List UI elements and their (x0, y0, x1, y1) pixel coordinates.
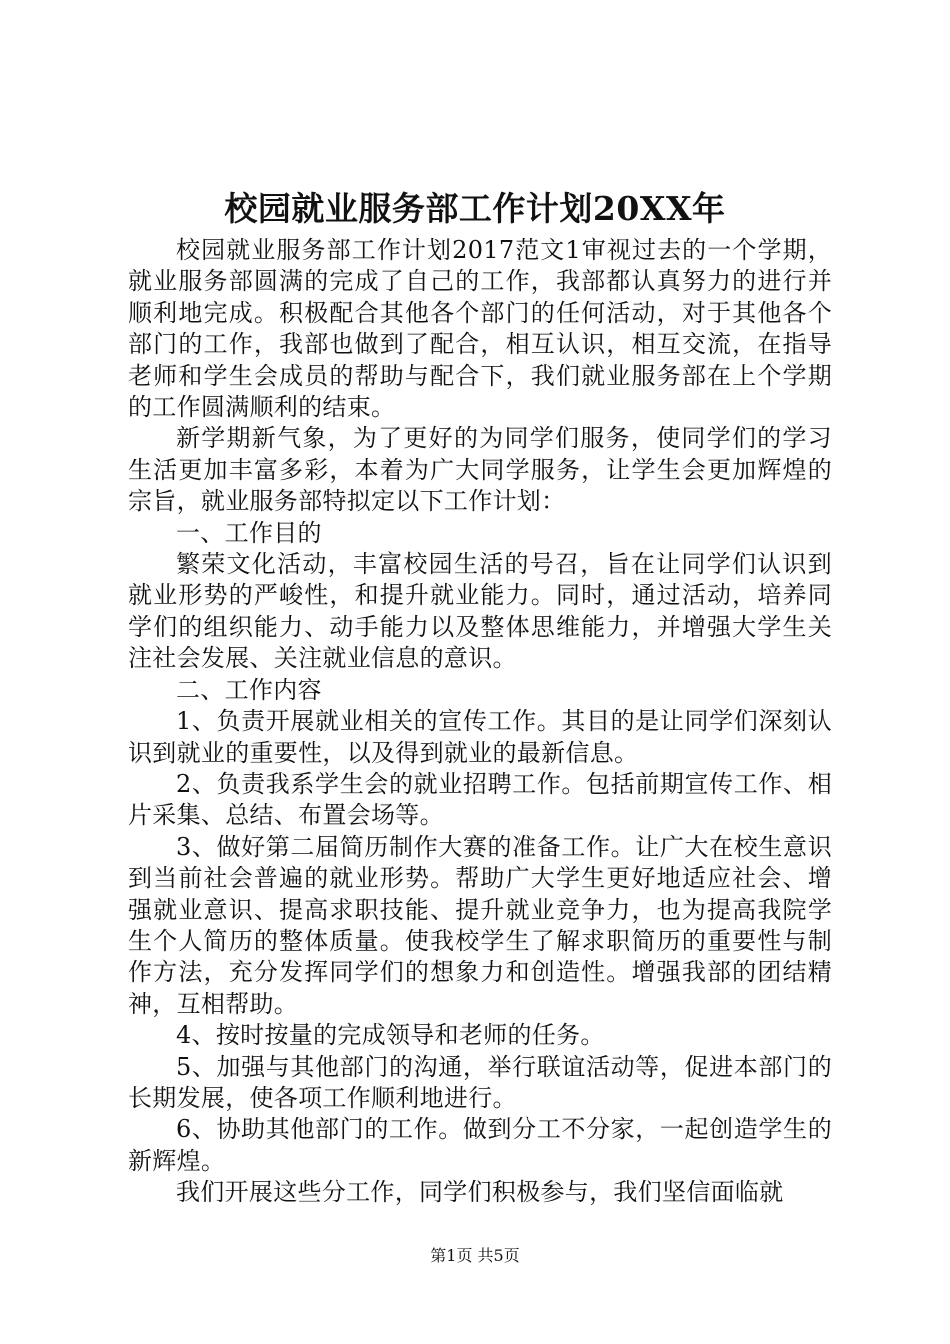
heading-work-purpose: 一、工作目的 (176, 518, 322, 547)
list-item-6: 6、协助其他部门的工作。做到分工不分家，一起创造学生的新辉煌。 (128, 1115, 832, 1175)
paragraph-work-purpose: 繁荣文化活动，丰富校园生活的号召，旨在让同学们认识到就业形势的严峻性，和提升就业能力。同时，通过活动，培养同学们的组织能力、动手能力以及整体思维能力，并增强大学生关注社会发展、关注就业信息的意识。 (128, 550, 832, 673)
page-number-footer: 第1页 共5页 (430, 1246, 520, 1265)
list-item-1: 1、负责开展就业相关的宣传工作。其目的是让同学们深刻认识到就业的重要性，以及得到就业的最新信息。 (128, 707, 832, 767)
list-item-5: 5、加强与其他部门的沟通，举行联谊活动等，促进本部门的长期发展，使各项工作顺利地进行。 (128, 1052, 832, 1112)
heading-work-content: 二、工作内容 (176, 675, 322, 704)
paragraph-closing: 我们开展这些分工作，同学们积极参与，我们坚信面临就 (176, 1178, 784, 1207)
document-title: 校园就业服务部工作计划20XX年 (224, 189, 726, 228)
paragraph-new-semester: 新学期新气象，为了更好的为同学们服务，使同学们的学习生活更加丰富多彩，本着为广大同学服务，让学生会更加辉煌的宗旨，就业服务部特拟定以下工作计划： (128, 424, 832, 516)
paragraph-review: 校园就业服务部工作计划2017范文1审视过去的一个学期，就业服务部圆满的完成了自己的工作，我部都认真努力的进行并顺利地完成。积极配合其他各个部门的任何活动，对于其他各个部门的工作，我部也做到了配合，相互认识，相互交流，在指导老师和学生会成员的帮助与配合下，我们就业服务部在上个学期的工作圆满顺利的结束。 (128, 236, 832, 422)
list-item-4: 4、按时按量的完成领导和老师的任务。 (176, 1021, 605, 1050)
document-body (128, 235, 832, 1209)
list-item-3: 3、做好第二届简历制作大赛的准备工作。让广大在校生意识到当前社会普遍的就业形势。帮助广大学生更好地适应社会、增强就业意识、提高求职技能、提升就业竞争力，也为提高我院学生个人简历的整体质量。使我校学生了解求职简历的重要性与制作方法，充分发挥同学们的想象力和创造性。增强我部的团结精神，互相帮助。 (128, 832, 832, 1018)
list-item-2: 2、负责我系学生会的就业招聘工作。包括前期宣传工作、相片采集、总结、布置会场等。 (128, 769, 832, 830)
